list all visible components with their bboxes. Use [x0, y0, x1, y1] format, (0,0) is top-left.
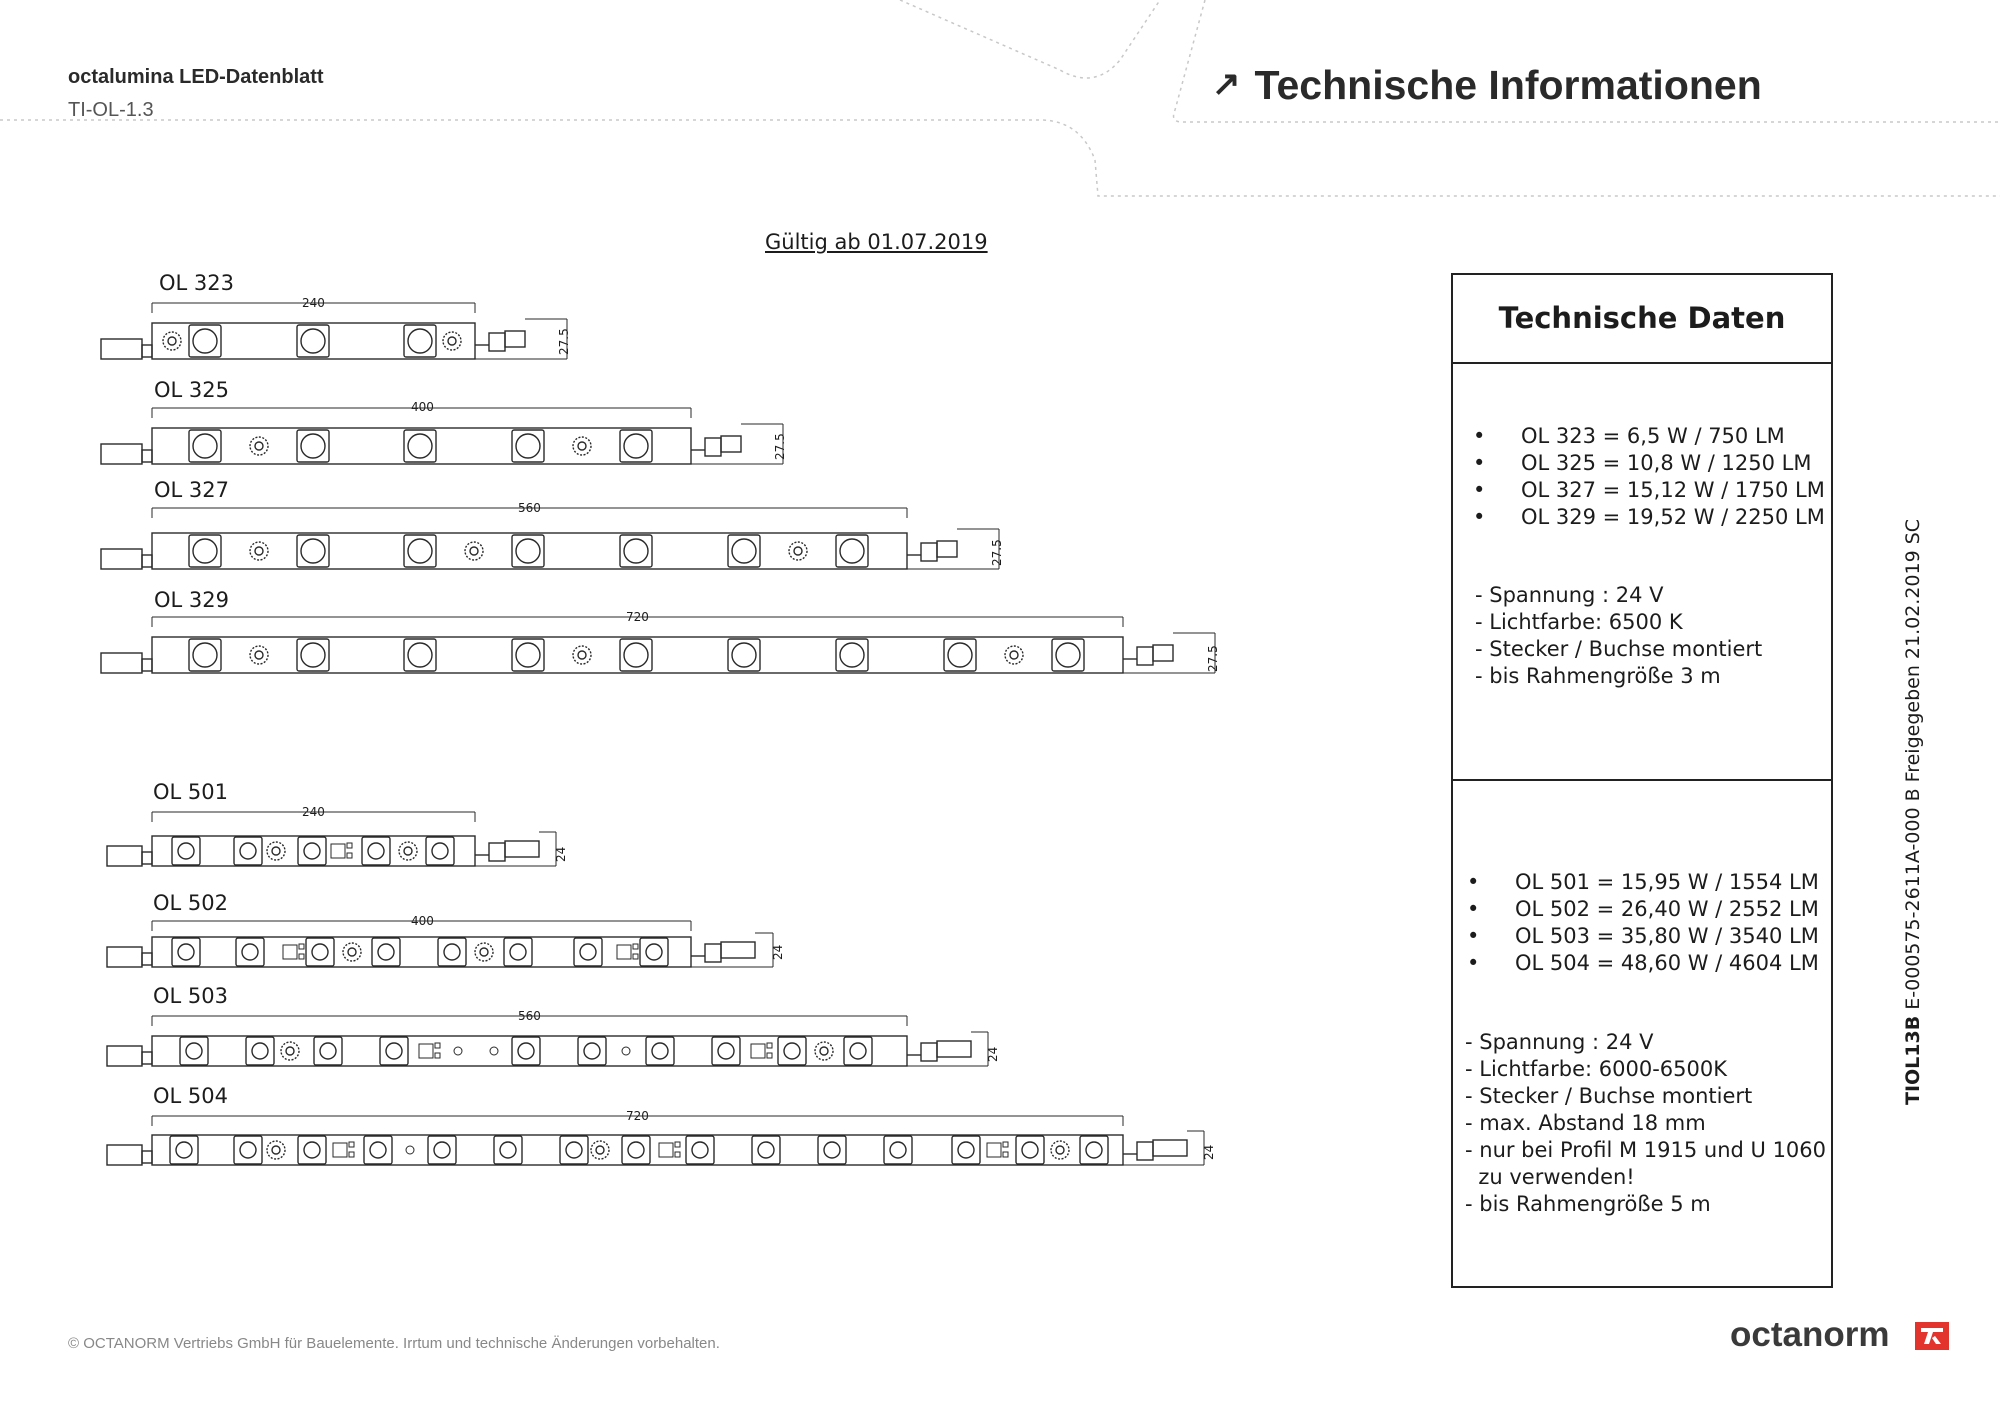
strip-ol329-led-square [297, 639, 329, 671]
strip-ol504-chip-pad [1003, 1152, 1008, 1157]
strip-ol504-right-connector [1153, 1140, 1187, 1156]
strip-ol501-chip [331, 844, 345, 858]
strip-label-ol502: OL 502 [153, 891, 228, 915]
strip-ol503-led-square [646, 1037, 674, 1065]
strip-ol501-led-lens [240, 843, 256, 859]
strip-ol504-chip-pad [1003, 1142, 1008, 1147]
strip-ol327-led-lens [408, 539, 432, 563]
strip-ol327-resistor-core [255, 547, 263, 555]
strip-ol504-led-lens [176, 1142, 192, 1158]
strip-ol503-led-square [844, 1037, 872, 1065]
strip-ol329-led-square [944, 639, 976, 671]
strip-ol502-resistor-core [348, 948, 356, 956]
strip-ol504-dot [406, 1146, 414, 1154]
strip-ol501-led-square [172, 837, 200, 865]
list-item: • OL 325 = 10,8 W / 1250 LM [1473, 450, 1825, 477]
strip-ol325-led-square [404, 430, 436, 462]
strip-ol329-led-lens [732, 643, 756, 667]
strip-ol327-left-connector [101, 549, 142, 569]
strip-ol504-left-plug [142, 1151, 152, 1163]
strip-ol503-dot [454, 1047, 462, 1055]
strip-ol502-body [152, 937, 691, 967]
strip-ol502-led-lens [580, 944, 596, 960]
strip-ol327-led-lens [624, 539, 648, 563]
strip-ol504-led-lens [566, 1142, 582, 1158]
strip-ol503-resistor [815, 1042, 833, 1060]
strip-ol502-chip-pad [633, 954, 638, 959]
strip-ol501-led-square [362, 837, 390, 865]
strip-ol327-left-plug [142, 555, 152, 567]
list-item: - Spannung : 24 V [1475, 583, 1664, 607]
strip-ol501-right-plug [489, 843, 505, 861]
strip-ol325-resistor-core [578, 442, 586, 450]
strip-ol323-right-plug [489, 333, 505, 351]
strip-ol329-led-square [620, 639, 652, 671]
strip-ol501-led-lens [304, 843, 320, 859]
arrow-up-right-icon: ↗ [1212, 65, 1241, 103]
strip-ol323-led-lens [408, 329, 432, 353]
strip-ol325-led-lens [408, 434, 432, 458]
strip-ol327-led-square [620, 535, 652, 567]
list-item: • OL 504 = 48,60 W / 4604 LM [1467, 950, 1819, 977]
strip-ol323-resistor [163, 332, 181, 350]
strip-ol502-led-lens [646, 944, 662, 960]
group2-power-list [1467, 869, 1819, 977]
strip-ol503-left-connector [107, 1046, 142, 1066]
valid-from-date: Gültig ab 01.07.2019 [765, 230, 988, 254]
strip-ol503-led-square [578, 1037, 606, 1065]
strip-ol504-resistor [591, 1141, 609, 1159]
strip-ol504-chip-pad [349, 1152, 354, 1157]
strip-ol325-led-square [620, 430, 652, 462]
strip-ol504-led-square [494, 1136, 522, 1164]
strip-ol323-resistor [443, 332, 461, 350]
strip-ol502-resistor-core [480, 948, 488, 956]
strip-length-ol502: 400 [411, 914, 434, 928]
strip-ol323-led-square [189, 325, 221, 357]
tech-data-divider [1453, 779, 1831, 781]
strip-ol325-led-square [189, 430, 221, 462]
strip-ol325-led-lens [193, 434, 217, 458]
strip-ol503-led-lens [186, 1043, 202, 1059]
strip-ol501-led-lens [368, 843, 384, 859]
strip-ol503-resistor [281, 1042, 299, 1060]
tech-data-header [1453, 275, 1831, 364]
strip-ol501-resistor-core [404, 847, 412, 855]
strip-ol502-led-lens [444, 944, 460, 960]
strip-ol502-chip-pad [633, 944, 638, 949]
strip-ol504-led-square [298, 1136, 326, 1164]
strip-length-ol501: 240 [302, 805, 325, 819]
strip-ol503-led-square [314, 1037, 342, 1065]
strip-ol327-resistor [465, 542, 483, 560]
strip-ol503-dot [490, 1047, 498, 1055]
strip-ol502-chip [617, 945, 631, 959]
strip-ol504-resistor-core [596, 1146, 604, 1154]
strip-ol504-led-lens [1086, 1142, 1102, 1158]
strip-ol502-led-lens [242, 944, 258, 960]
strip-ol503-led-square [512, 1037, 540, 1065]
strip-ol504-right-plug [1137, 1142, 1153, 1160]
strip-ol501-led-square [298, 837, 326, 865]
strip-ol502-left-connector [107, 947, 142, 967]
strip-ol329-right-connector [1153, 645, 1173, 661]
strip-ol323-led-square [297, 325, 329, 357]
strip-length-ol325: 400 [411, 400, 434, 414]
strip-ol329-led-lens [408, 643, 432, 667]
strip-ol504-chip-pad [675, 1142, 680, 1147]
strip-ol325-resistor [250, 437, 268, 455]
strip-ol504-led-square [1016, 1136, 1044, 1164]
strip-ol504-left-connector [107, 1145, 142, 1165]
group2-details [1465, 1029, 1826, 1218]
release-note-vertical [1902, 519, 1924, 1105]
strip-ol501-resistor-core [272, 847, 280, 855]
release-text: E-000575-2611A-000 B Freigegeben 21.02.2019 SC [1902, 518, 1924, 1016]
strip-ol501-resistor [399, 842, 417, 860]
strip-ol502-left-plug [142, 953, 152, 965]
section-title-text: Technische Informationen [1254, 62, 1762, 108]
strip-ol502-led-lens [378, 944, 394, 960]
strip-ol504-led-square [622, 1136, 650, 1164]
strip-ol504-led-lens [240, 1142, 256, 1158]
strip-ol329-led-lens [516, 643, 540, 667]
strip-ol327-led-lens [840, 539, 864, 563]
strip-height-ol327: 27.5 [990, 539, 1004, 566]
strip-ol504-led-square [686, 1136, 714, 1164]
strip-ol502-led-square [504, 938, 532, 966]
strip-ol503-led-lens [320, 1043, 336, 1059]
brand-logo-icon [1915, 1322, 1949, 1350]
strip-ol329-resistor-core [1010, 651, 1018, 659]
strip-label-ol323: OL 323 [159, 271, 234, 295]
list-item: - nur bei Profil M 1915 und U 1060 [1465, 1138, 1827, 1162]
strip-ol329-led-lens [624, 643, 648, 667]
strip-ol329-resistor [1005, 646, 1023, 664]
strip-ol503-chip [419, 1044, 433, 1058]
strip-ol325-left-plug [142, 450, 152, 462]
strip-ol329-left-connector [101, 653, 142, 673]
strip-ol504-chip [333, 1143, 347, 1157]
strip-ol503-led-square [380, 1037, 408, 1065]
strip-ol325-resistor [573, 437, 591, 455]
strip-ol504-led-lens [692, 1142, 708, 1158]
strip-ol329-led-square [836, 639, 868, 671]
strip-ol504-led-lens [758, 1142, 774, 1158]
strip-ol503-resistor-core [286, 1047, 294, 1055]
strip-ol504-led-lens [958, 1142, 974, 1158]
strip-ol503-led-lens [850, 1043, 866, 1059]
strip-ol323-resistor-core [168, 337, 176, 345]
strip-ol503-dot [622, 1047, 630, 1055]
strip-label-ol327: OL 327 [154, 478, 229, 502]
strip-length-ol329: 720 [626, 610, 649, 624]
strip-ol502-led-lens [510, 944, 526, 960]
strip-ol504-led-square [1080, 1136, 1108, 1164]
strip-ol503-led-square [712, 1037, 740, 1065]
strip-ol504-chip [659, 1143, 673, 1157]
strip-ol501-chip-pad [347, 853, 352, 858]
strip-ol503-led-square [778, 1037, 806, 1065]
strip-ol327-resistor-core [794, 547, 802, 555]
strip-ol327-resistor-core [470, 547, 478, 555]
tech-data-box [1451, 273, 1833, 1288]
strip-ol502-right-connector [721, 942, 755, 958]
strip-ol503-resistor-core [820, 1047, 828, 1055]
strip-ol504-resistor [1051, 1141, 1069, 1159]
strip-ol504-led-square [952, 1136, 980, 1164]
strip-height-ol503: 24 [986, 1046, 1000, 1062]
strip-ol502-led-square [236, 938, 264, 966]
strip-ol503-led-square [246, 1037, 274, 1065]
strip-ol325-right-plug [705, 438, 721, 456]
strip-ol503-led-lens [518, 1043, 534, 1059]
strip-length-ol503: 560 [518, 1009, 541, 1023]
strip-ol329-resistor-core [578, 651, 586, 659]
list-item: - Stecker / Buchse montiert [1475, 637, 1763, 661]
strip-ol501-led-lens [178, 843, 194, 859]
strip-ol502-chip-pad [299, 954, 304, 959]
strip-ol502-chip-pad [299, 944, 304, 949]
strip-ol329-led-lens [193, 643, 217, 667]
strip-ol503-body [152, 1036, 907, 1066]
strip-ol323-led-square [404, 325, 436, 357]
strip-height-ol325: 27.5 [773, 433, 787, 460]
strip-height-ol502: 24 [771, 944, 785, 960]
list-item: • OL 502 = 26,40 W / 2552 LM [1467, 896, 1819, 923]
strip-ol504-resistor [267, 1141, 285, 1159]
group1-details [1475, 582, 1762, 690]
strip-ol503-led-square [180, 1037, 208, 1065]
strip-ol323-left-plug [142, 345, 152, 357]
strip-ol502-led-square [172, 938, 200, 966]
strip-ol502-resistor [475, 943, 493, 961]
strip-ol501-right-connector [505, 841, 539, 857]
list-item: - Spannung : 24 V [1465, 1030, 1654, 1054]
strip-ol329-led-square [512, 639, 544, 671]
strip-ol502-led-square [438, 938, 466, 966]
strip-ol325-led-lens [516, 434, 540, 458]
strip-ol329-resistor [250, 646, 268, 664]
brand-wordmark: octanorm [1730, 1315, 1890, 1354]
strip-ol504-resistor-core [272, 1146, 280, 1154]
strip-ol504-led-lens [890, 1142, 906, 1158]
list-item: • OL 327 = 15,12 W / 1750 LM [1473, 477, 1825, 504]
strip-ol503-led-lens [386, 1043, 402, 1059]
strip-ol501-resistor [267, 842, 285, 860]
strip-ol501-chip-pad [347, 843, 352, 848]
strip-ol503-left-plug [142, 1052, 152, 1064]
strip-ol329-right-plug [1137, 647, 1153, 665]
strip-ol329-led-lens [948, 643, 972, 667]
strip-height-ol504: 24 [1202, 1144, 1216, 1160]
strip-ol325-led-square [297, 430, 329, 462]
strip-ol504-led-lens [500, 1142, 516, 1158]
strip-ol503-right-plug [921, 1043, 937, 1061]
strip-ol327-led-square [189, 535, 221, 567]
strip-ol329-led-lens [1056, 643, 1080, 667]
strip-ol327-resistor [789, 542, 807, 560]
strip-ol329-left-plug [142, 659, 152, 671]
list-item: zu verwenden! [1465, 1165, 1635, 1189]
strip-ol502-led-square [640, 938, 668, 966]
strip-ol327-led-lens [193, 539, 217, 563]
strip-ol504-resistor-core [1056, 1146, 1064, 1154]
strip-ol504-led-lens [370, 1142, 386, 1158]
strip-ol503-led-lens [784, 1043, 800, 1059]
strip-ol325-resistor-core [255, 442, 263, 450]
strip-ol502-resistor [343, 943, 361, 961]
strip-ol325-led-lens [301, 434, 325, 458]
strip-ol327-led-lens [732, 539, 756, 563]
strip-ol329-led-square [728, 639, 760, 671]
strip-label-ol503: OL 503 [153, 984, 228, 1008]
strip-ol502-right-plug [705, 944, 721, 962]
strip-ol504-chip [987, 1143, 1001, 1157]
strip-ol503-led-lens [652, 1043, 668, 1059]
strip-ol323-left-connector [101, 339, 142, 359]
list-item: - Lichtfarbe: 6000-6500K [1465, 1057, 1728, 1081]
strip-ol504-led-lens [1022, 1142, 1038, 1158]
strip-ol323-led-lens [301, 329, 325, 353]
strip-ol329-led-lens [301, 643, 325, 667]
list-item: - max. Abstand 18 mm [1465, 1111, 1706, 1135]
strip-ol504-led-square [818, 1136, 846, 1164]
strip-ol329-resistor [573, 646, 591, 664]
strip-ol329-led-square [189, 639, 221, 671]
strip-ol502-chip [283, 945, 297, 959]
strip-ol504-chip-pad [675, 1152, 680, 1157]
strip-ol323-right-connector [505, 331, 525, 347]
strip-ol504-led-lens [824, 1142, 840, 1158]
strip-ol503-chip-pad [435, 1043, 440, 1048]
strip-ol329-resistor-core [255, 651, 263, 659]
strip-ol327-right-plug [921, 543, 937, 561]
strip-ol501-left-plug [142, 852, 152, 864]
strip-height-ol501: 24 [554, 846, 568, 862]
document-title: octalumina LED-Datenblatt [68, 66, 324, 88]
strip-ol501-led-lens [432, 843, 448, 859]
strip-ol329-led-square [404, 639, 436, 671]
strip-ol504-led-lens [304, 1142, 320, 1158]
strip-ol327-led-square [404, 535, 436, 567]
strip-ol503-chip-pad [435, 1053, 440, 1058]
strip-length-ol504: 720 [626, 1109, 649, 1123]
strip-ol503-led-lens [252, 1043, 268, 1059]
strip-ol327-right-connector [937, 541, 957, 557]
list-item: - bis Rahmengröße 5 m [1465, 1192, 1711, 1216]
strip-ol504-led-square [170, 1136, 198, 1164]
strip-ol503-chip-pad [767, 1043, 772, 1048]
strip-ol327-led-lens [516, 539, 540, 563]
strip-ol501-left-connector [107, 846, 142, 866]
strip-ol503-led-lens [584, 1043, 600, 1059]
strip-ol325-led-square [512, 430, 544, 462]
list-item: • OL 323 = 6,5 W / 750 LM [1473, 423, 1825, 450]
strip-ol504-chip-pad [349, 1142, 354, 1147]
strip-ol325-left-connector [101, 444, 142, 464]
list-item: - Stecker / Buchse montiert [1465, 1084, 1753, 1108]
list-item: • OL 503 = 35,80 W / 3540 LM [1467, 923, 1819, 950]
strip-length-ol327: 560 [518, 501, 541, 515]
strip-ol327-resistor [250, 542, 268, 560]
list-item: - bis Rahmengröße 3 m [1475, 664, 1721, 688]
strip-label-ol504: OL 504 [153, 1084, 228, 1108]
strip-label-ol329: OL 329 [154, 588, 229, 612]
strip-ol502-led-square [574, 938, 602, 966]
strip-ol504-led-square [428, 1136, 456, 1164]
list-item: • OL 329 = 19,52 W / 2250 LM [1473, 504, 1825, 531]
copyright-notice: © OCTANORM Vertriebs GmbH für Bauelemente. Irrtum und technische Änderungen vorbehalten. [68, 1335, 720, 1352]
list-item: - Lichtfarbe: 6500 K [1475, 610, 1683, 634]
list-item: • OL 501 = 15,95 W / 1554 LM [1467, 869, 1819, 896]
strip-ol502-led-square [372, 938, 400, 966]
strip-ol501-led-square [426, 837, 454, 865]
strip-ol503-right-connector [937, 1041, 971, 1057]
strip-ol504-led-square [752, 1136, 780, 1164]
strip-ol504-led-lens [434, 1142, 450, 1158]
strip-ol329-led-square [1052, 639, 1084, 671]
strip-ol325-led-lens [624, 434, 648, 458]
strip-ol502-led-lens [178, 944, 194, 960]
strip-ol504-led-square [560, 1136, 588, 1164]
strip-ol327-led-square [728, 535, 760, 567]
strip-ol504-led-square [234, 1136, 262, 1164]
strip-ol501-led-square [234, 837, 262, 865]
strip-ol325-right-connector [721, 436, 741, 452]
strip-ol329-led-lens [840, 643, 864, 667]
strip-ol327-led-square [512, 535, 544, 567]
strip-label-ol325: OL 325 [154, 378, 229, 402]
strip-ol503-led-lens [718, 1043, 734, 1059]
strip-ol323-resistor-core [448, 337, 456, 345]
document-code: TI-OL-1.3 [68, 99, 154, 121]
strip-ol327-led-lens [301, 539, 325, 563]
strip-length-ol323: 240 [302, 296, 325, 310]
strip-height-ol329: 27.5 [1206, 645, 1220, 672]
strip-height-ol323: 27.5 [557, 328, 571, 355]
tech-data-title: Technische Daten [1498, 301, 1786, 335]
strip-ol502-led-square [306, 938, 334, 966]
strip-ol503-chip-pad [767, 1053, 772, 1058]
strip-label-ol501: OL 501 [153, 780, 228, 804]
release-code: TIOL13B [1902, 1015, 1924, 1105]
strip-ol327-led-square [297, 535, 329, 567]
strip-ol503-chip [751, 1044, 765, 1058]
strip-ol504-led-square [364, 1136, 392, 1164]
group1-power-list [1473, 423, 1825, 531]
strip-ol327-led-square [836, 535, 868, 567]
strip-ol323-led-lens [193, 329, 217, 353]
strip-ol504-led-square [884, 1136, 912, 1164]
strip-ol504-led-lens [628, 1142, 644, 1158]
strip-ol502-led-lens [312, 944, 328, 960]
